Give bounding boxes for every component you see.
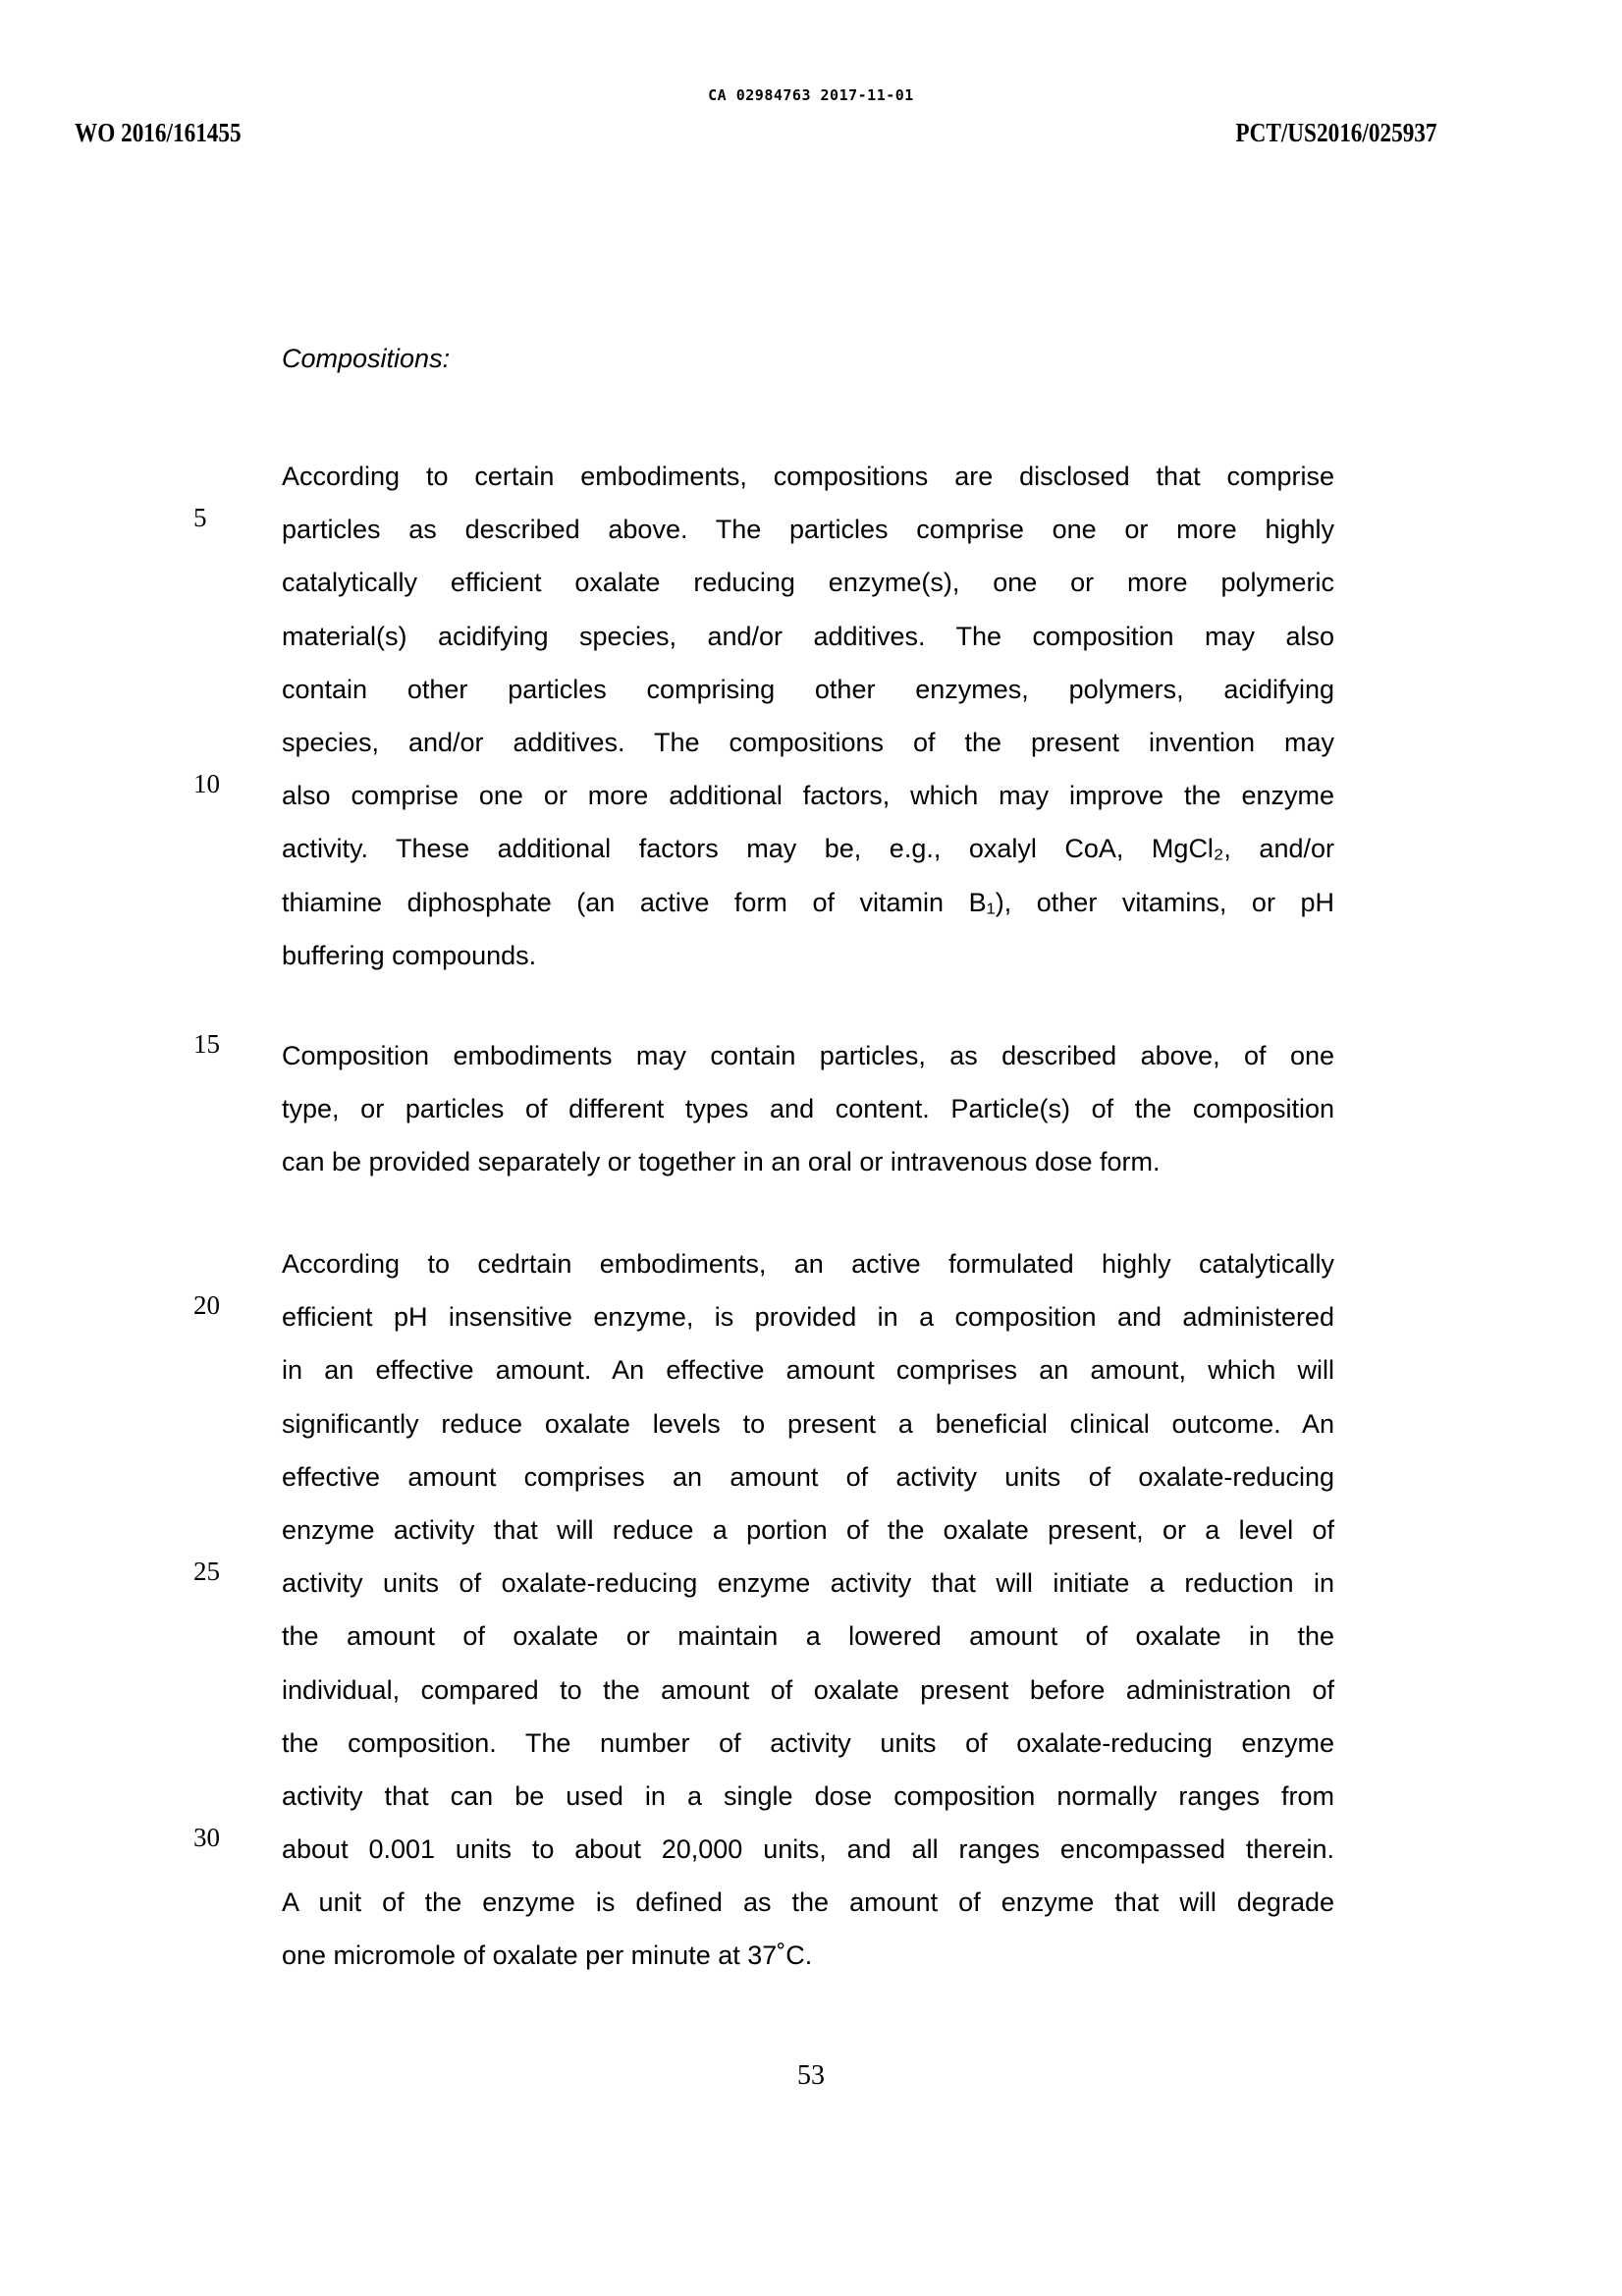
- paragraph-composition-embodiments: [282, 1029, 1334, 1189]
- text-line: material(s) acidifying species, and/or additives. The composition may also: [282, 621, 1334, 651]
- ca-application-stamp: CA 02984763 2017-11-01: [708, 86, 914, 104]
- text-line: enzyme activity that will reduce a portion of the oxalate present, or a level of: [282, 1514, 1334, 1545]
- text-line: efficient pH insensitive enzyme, is provided in a composition and administered: [282, 1302, 1334, 1333]
- text-line: type, or particles of different types and content. Particle(s) of the composition: [282, 1094, 1334, 1124]
- text-line: activity that can be used in a single dose composition normally ranges from: [282, 1780, 1334, 1811]
- paragraph-effective-amount: [282, 1237, 1334, 1983]
- text-line: one micromole of oxalate per minute at 37˚C.: [282, 1941, 813, 1971]
- text-line: According to cedrtain embodiments, an active formulated highly catalytically: [282, 1249, 1334, 1279]
- section-title: Compositions:: [282, 344, 451, 373]
- text-line: species, and/or additives. The compositions of the present invention may: [282, 727, 1334, 757]
- text-line: particles as described above. The particles comprise one or more highly: [282, 515, 1334, 545]
- line-number: 20: [193, 1290, 220, 1320]
- text-line: can be provided separately or together in an oral or intravenous dose form.: [282, 1147, 1161, 1177]
- text-line: activity units of oxalate-reducing enzyme activity that will initiate a reduction in: [282, 1568, 1334, 1599]
- text-line: the composition. The number of activity units of oxalate-reducing enzyme: [282, 1727, 1334, 1758]
- text-line: buffering compounds.: [282, 940, 537, 970]
- line-number: 10: [193, 769, 220, 798]
- text-line: catalytically efficient oxalate reducing enzyme(s), one or more polymeric: [282, 568, 1334, 598]
- text-line: thiamine diphosphate (an active form of vitamin B₁), other vitamins, or pH: [282, 887, 1334, 917]
- text-line: also comprise one or more additional factors, which may improve the enzyme: [282, 781, 1334, 811]
- text-line: Composition embodiments may contain particles, as described above, of one: [282, 1041, 1334, 1070]
- line-number: 5: [193, 503, 207, 532]
- publication-number: WO 2016/161455: [75, 118, 242, 147]
- line-number: 30: [193, 1823, 220, 1852]
- line-number: 25: [193, 1557, 220, 1586]
- text-line: in an effective amount. An effective amount comprises an amount, which will: [282, 1355, 1334, 1386]
- text-line: the amount of oxalate or maintain a lowered amount of oxalate in the: [282, 1621, 1334, 1652]
- text-line: contain other particles comprising other enzymes, polymers, acidifying: [282, 674, 1334, 704]
- application-number: PCT/US2016/025937: [1235, 118, 1437, 147]
- text-line: effective amount comprises an amount of activity units of oxalate-reducing: [282, 1461, 1334, 1492]
- text-line: significantly reduce oxalate levels to present a beneficial clinical outcome. An: [282, 1408, 1334, 1439]
- text-line: activity. These additional factors may be, e.g., oxalyl CoA, MgCl₂, and/or: [282, 834, 1334, 864]
- text-line: A unit of the enzyme is defined as the amount of enzyme that will degrade: [282, 1887, 1334, 1918]
- text-line: about 0.001 units to about 20,000 units, and all ranges encompassed therein.: [282, 1834, 1334, 1865]
- text-line: According to certain embodiments, compositions are disclosed that comprise: [282, 462, 1334, 491]
- paragraph-compositions-intro: [282, 450, 1334, 982]
- page-number: 53: [797, 2060, 825, 2091]
- text-line: individual, compared to the amount of oxalate present before administration of: [282, 1674, 1334, 1705]
- line-number: 15: [193, 1029, 220, 1059]
